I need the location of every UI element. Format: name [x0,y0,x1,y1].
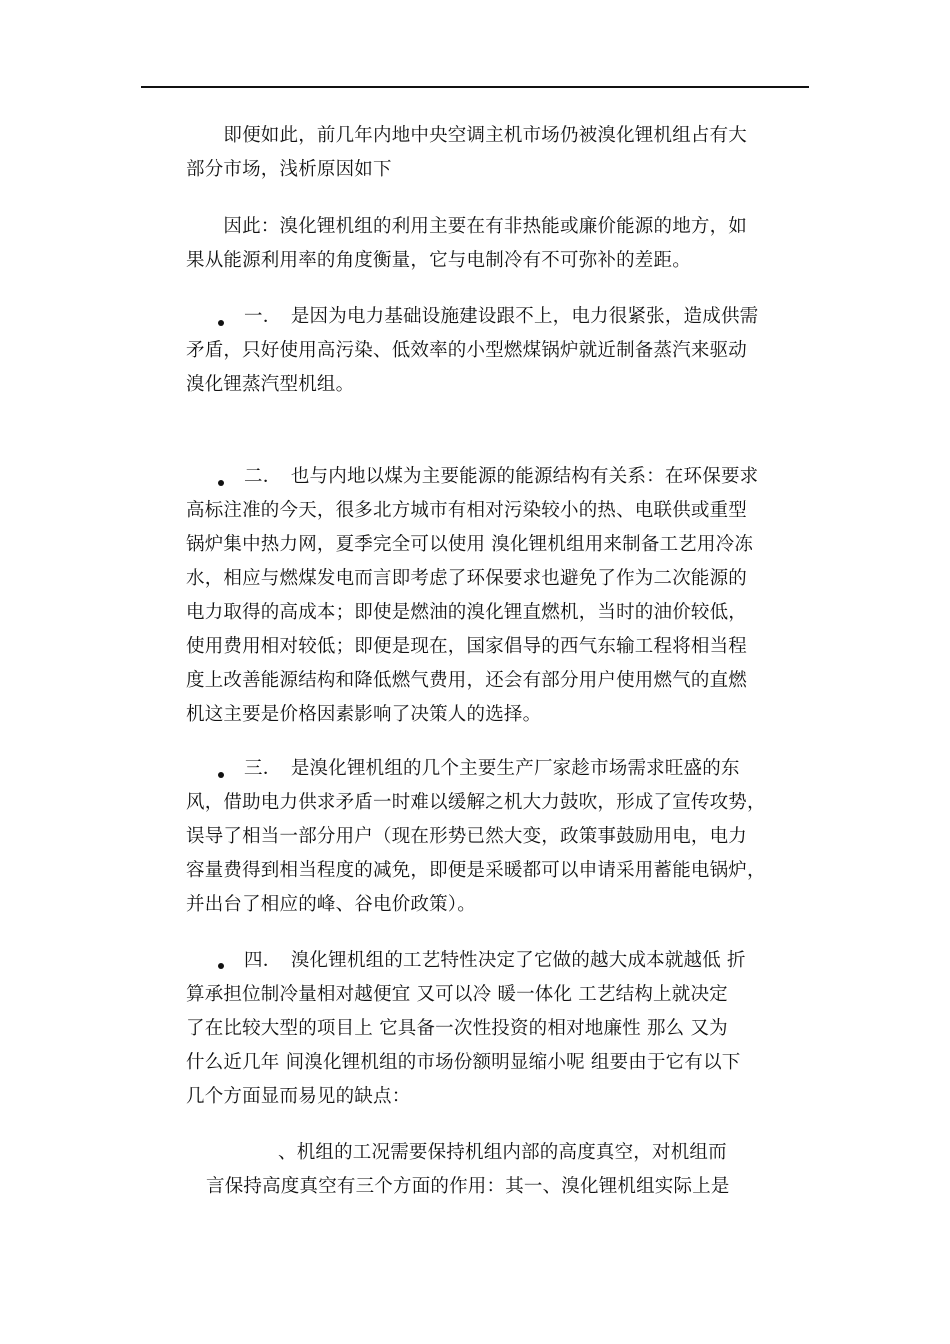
list-item-line: 电力取得的高成本；即使是燃油的溴化锂直燃机，当时的油价较低， [186,602,748,623]
paragraph-therefore-line: 果从能源利用率的角度衡量，它与电制冷有不可弥补的差距。 [186,250,691,271]
paragraph-therefore [186,210,766,278]
paragraph-intro-line: 即便如此，前几年内地中央空调主机市场仍被溴化锂机组占有大 [186,125,748,146]
list-item-line: 高标注准的今天，很多北方城市有相对污染较小的热、电联供或重型 [186,500,748,521]
list-item-line: 了在比较大型的项目上 它具备一次性投资的相对地廉性 那么 又为 [186,1018,728,1039]
paragraph-tail-line: 、机组的工况需要保持机组内部的高度真空，对机组而 [278,1142,727,1163]
list-item-line: 矛盾，只好使用高污染、低效率的小型燃煤锅炉就近制备蒸汽来驱动 [186,340,748,361]
list-item-line: 并出台了相应的峰、谷电价政策）。 [186,894,476,915]
list-item-line: 三． 是溴化锂机组的几个主要生产厂家趁市场需求旺盛的东 [244,758,740,779]
list-item-line: 度上改善能源结构和降低燃气费用，还会有部分用户使用燃气的直燃 [186,670,748,691]
list-item-line: 一． 是因为电力基础设施建设跟不上，电力很紧张，造成供需 [244,306,759,327]
paragraph-intro-line: 部分市场，浅析原因如下 [186,159,392,180]
list-item-line: 机这主要是价格因素影响了决策人的选择。 [186,704,542,725]
paragraph-tail [206,1136,766,1204]
list-item-line: 算承担位制冷量相对越便宜 又可以冷 暖一体化 工艺结构上就决定 [186,984,728,1005]
list-item-line: 四． 溴化锂机组的工艺特性决定了它做的越大成本就越低 折 [244,950,746,971]
list-item-3 [186,752,766,922]
list-item-line: 几个方面显而易见的缺点： [186,1086,411,1107]
list-item-line: 锅炉集中热力网，夏季完全可以使用 溴化锂机组用来制备工艺用冷冻 [186,534,754,555]
paragraph-tail-line: 言保持高度真空有三个方面的作用：其一、溴化锂机组实际上是 [206,1176,730,1197]
list-item-line: 什么近几年 间溴化锂机组的市场份额明显缩小呢 组要由于它有以下 [186,1052,741,1073]
list-item-line: 水，相应与燃煤发电而言即考虑了环保要求也避免了作为二次能源的 [186,568,748,589]
list-item-2 [186,460,766,732]
list-item-line: 使用费用相对较低；即便是现在，国家倡导的西气东输工程将相当程 [186,636,748,657]
list-item-1 [186,300,766,402]
list-item-line: 风，借助电力供求矛盾一时难以缓解之机大力鼓吹，形成了宣传攻势， [186,792,766,813]
paragraph-intro [186,119,766,187]
paragraph-therefore-line: 因此：溴化锂机组的利用主要在有非热能或廉价能源的地方，如 [186,216,748,237]
header-rule [141,86,809,88]
list-item-line: 误导了相当一部分用户（现在形势已然大变，政策事鼓励用电，电力 [186,826,748,847]
list-item-line: 溴化锂蒸汽型机组。 [186,374,355,395]
list-item-4 [186,944,766,1114]
list-item-line: 二． 也与内地以煤为主要能源的能源结构有关系：在环保要求 [244,466,759,487]
list-item-line: 容量费得到相当程度的减免，即便是采暖都可以申请采用蓄能电锅炉， [186,860,766,881]
